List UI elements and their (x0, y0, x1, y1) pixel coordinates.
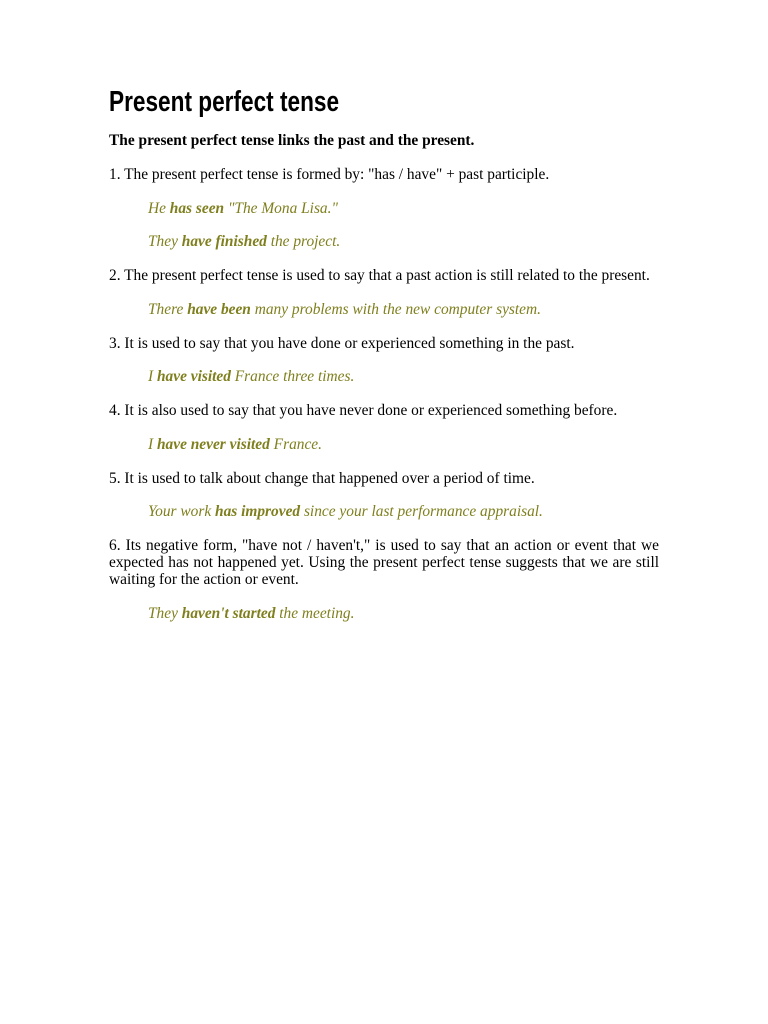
example-verb: have been (187, 300, 251, 318)
rule-item-4 (109, 403, 659, 454)
rule-text: 5. It is used to talk about change that happened over a period of time. (109, 469, 535, 487)
rule-text: 4. It is also used to say that you have never done or experienced something before. (109, 402, 618, 419)
example-verb: haven't started (181, 604, 276, 622)
rule-text: 6. Its negative form, "have not / haven't," is used to say that an action or event that we expected has not happened yet. Using the present perfect tense suggests that we are still waiting for the action or event. (109, 537, 659, 588)
rule-item-1 (109, 167, 659, 251)
document-body (109, 85, 659, 622)
example-sentence (109, 504, 659, 521)
rule-text: 3. It is used to say that you have done or experienced something in the past. (109, 334, 575, 352)
example-rest-text: "The Mona Lisa." (224, 199, 338, 217)
example-lead-text: I (148, 435, 157, 453)
example-sentence (109, 201, 659, 218)
example-lead-text: I (148, 368, 157, 386)
example-rest-text: many problems with the new computer system. (250, 300, 541, 318)
example-lead-text: Your work (148, 503, 216, 521)
example-lead-text: They (148, 604, 182, 622)
rule-item-2 (109, 268, 659, 319)
example-rest-text: France. (269, 435, 322, 453)
example-sentence (109, 369, 659, 386)
rule-text: 1. The present perfect tense is formed by: "has / have" + past participle. (109, 165, 550, 183)
example-lead-text: There (148, 300, 188, 318)
example-sentence (109, 302, 659, 319)
example-rest-text: since your last performance appraisal. (300, 503, 543, 521)
rule-text: 2. The present perfect tense is used to say that a past action is still related to the present. (109, 267, 650, 284)
example-rest-text: the project. (266, 233, 341, 251)
example-verb: have visited (156, 368, 231, 386)
example-verb: has improved (215, 503, 301, 521)
example-verb: have never visited (156, 435, 270, 453)
rule-item-3 (109, 336, 659, 387)
intro-statement: The present perfect tense links the past and the present. (109, 132, 475, 149)
example-lead-text: He (148, 199, 170, 217)
example-verb: have finished (181, 233, 267, 251)
example-sentence (109, 606, 659, 623)
example-sentence (109, 437, 659, 454)
example-verb: has seen (169, 199, 225, 217)
example-rest-text: France three times. (230, 368, 355, 386)
example-sentence (109, 234, 659, 251)
example-rest-text: the meeting. (275, 604, 355, 622)
rule-item-5 (109, 471, 659, 522)
example-lead-text: They (148, 233, 182, 251)
page-title: Present perfect tense (109, 86, 340, 118)
rule-item-6 (109, 538, 659, 622)
